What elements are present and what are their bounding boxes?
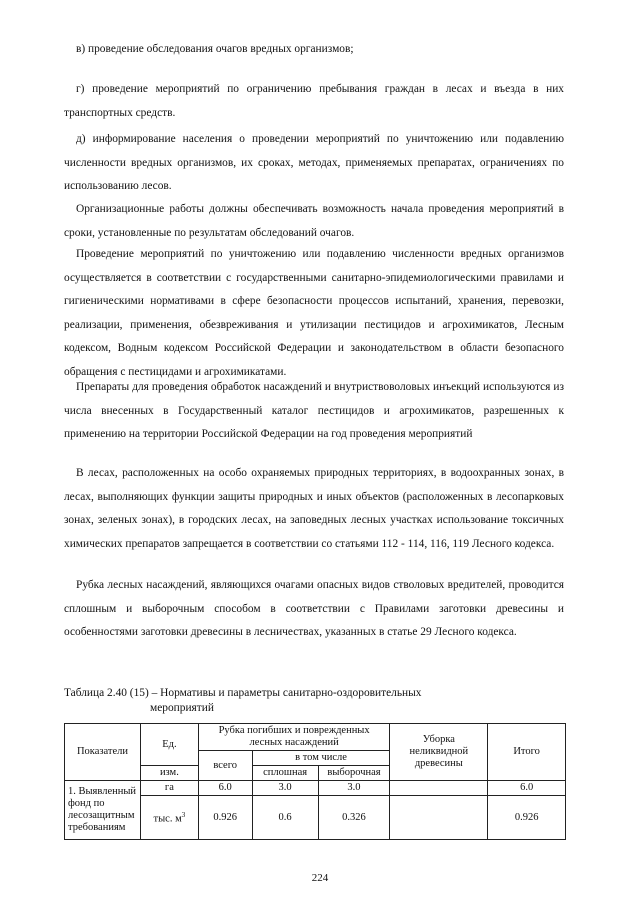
cell-unit: га bbox=[140, 781, 198, 796]
cell-cleanup bbox=[390, 796, 488, 840]
cell-clear: 3.0 bbox=[252, 781, 318, 796]
paragraph-v: в) проведение обследования очагов вредных организмов; bbox=[76, 43, 354, 55]
table-row bbox=[65, 796, 566, 840]
paragraph-protected-areas: В лесах, расположенных на особо охраняемых природных территориях, в водоохранных зонах, в лесах, выполняющих функции защиты природных и иных объектов (расположенных в лесопарковых зонах, зеленых зонах), в городских лесах, на заповедных лесных участках использование токсичных химических препаратов запрещается в соответствии со статьями 112 - 114, 116, 119 Лесного кодекса. bbox=[64, 467, 564, 550]
header-felling-total: всего bbox=[198, 751, 252, 781]
header-indicators: Показатели bbox=[65, 724, 141, 781]
cell-unit bbox=[140, 796, 198, 840]
cell-total: 0.926 bbox=[488, 796, 566, 840]
cell-selective: 3.0 bbox=[318, 781, 390, 796]
cell-clear: 0.6 bbox=[252, 796, 318, 840]
table-header-row-1 bbox=[65, 724, 566, 751]
header-unit-top: Ед. bbox=[140, 724, 198, 766]
cell-all: 6.0 bbox=[198, 781, 252, 796]
header-total: Итого bbox=[488, 724, 566, 781]
paragraph-d: д) информирование населения о проведении мероприятий по уничтожению или подавлению численности вредных организмов, их сроках, методах, применяемых препаратах, ограничениях по использованию лесов. bbox=[64, 133, 564, 193]
table-caption-line1: Таблица 2.40 (15) – Нормативы и параметры санитарно-оздоровительных bbox=[64, 687, 422, 699]
header-including: в том числе bbox=[252, 751, 390, 766]
page-number: 224 bbox=[311, 872, 329, 884]
header-felling: Рубка погибших и поврежденных лесных насаждений bbox=[198, 724, 390, 751]
cell-unit-sup: 3 bbox=[181, 811, 186, 820]
header-selective: выборочная bbox=[318, 766, 390, 781]
header-cleanup: Уборка неликвидной древесины bbox=[390, 724, 488, 781]
table-row bbox=[65, 781, 566, 796]
cell-cleanup bbox=[390, 781, 488, 796]
row-label: 1. Выявленный фонд по лесозащитным требованиям bbox=[65, 781, 141, 840]
norms-table bbox=[64, 723, 566, 840]
header-unit-bottom: изм. bbox=[140, 766, 198, 781]
table-caption-line2: мероприятий bbox=[150, 702, 214, 714]
cell-unit-text: тыс. м bbox=[153, 813, 182, 825]
paragraph-organizational: Организационные работы должны обеспечивать возможность начала проведения мероприятий в сроки, установленные по результатам обследований очагов. bbox=[64, 203, 564, 239]
table-caption bbox=[64, 686, 564, 716]
cell-total: 6.0 bbox=[488, 781, 566, 796]
paragraph-measures: Проведение мероприятий по уничтожению или подавлению численности вредных организмов осуществляется в соответствии с государственными санитарно-эпидемиологическими правилами и гигиеническими нормативами в сфере безопасности процессов испытаний, хранения, перевозки, реализации, применения, обезвреживания и утилизации пестицидов и агрохимикатов, Лесным кодексом, Водным кодексом Российской Федерации и законодательством в области безопасного обращения с пестицидами и агрохимикатами. bbox=[64, 248, 564, 378]
paragraph-preparations: Препараты для проведения обработок насаждений и внутриствоволовых инъекций используются из числа внесенных в Государственный каталог пестицидов и агрохимикатов, разрешенных к применению на территории Российской Федерации на год проведения мероприятий bbox=[64, 381, 564, 441]
paragraph-felling: Рубка лесных насаждений, являющихся очагами опасных видов стволовых вредителей, проводится сплошным и выборочным способом в соответствии с Правилами заготовки древесины и особенностями заготовки древесины в лесничествах, указанных в статье 29 Лесного кодекса. bbox=[64, 579, 564, 639]
paragraph-g: г) проведение мероприятий по ограничению пребывания граждан в лесах и въезда в них транспортных средств. bbox=[64, 83, 564, 119]
cell-selective: 0.326 bbox=[318, 796, 390, 840]
header-clear: сплошная bbox=[252, 766, 318, 781]
cell-all: 0.926 bbox=[198, 796, 252, 840]
